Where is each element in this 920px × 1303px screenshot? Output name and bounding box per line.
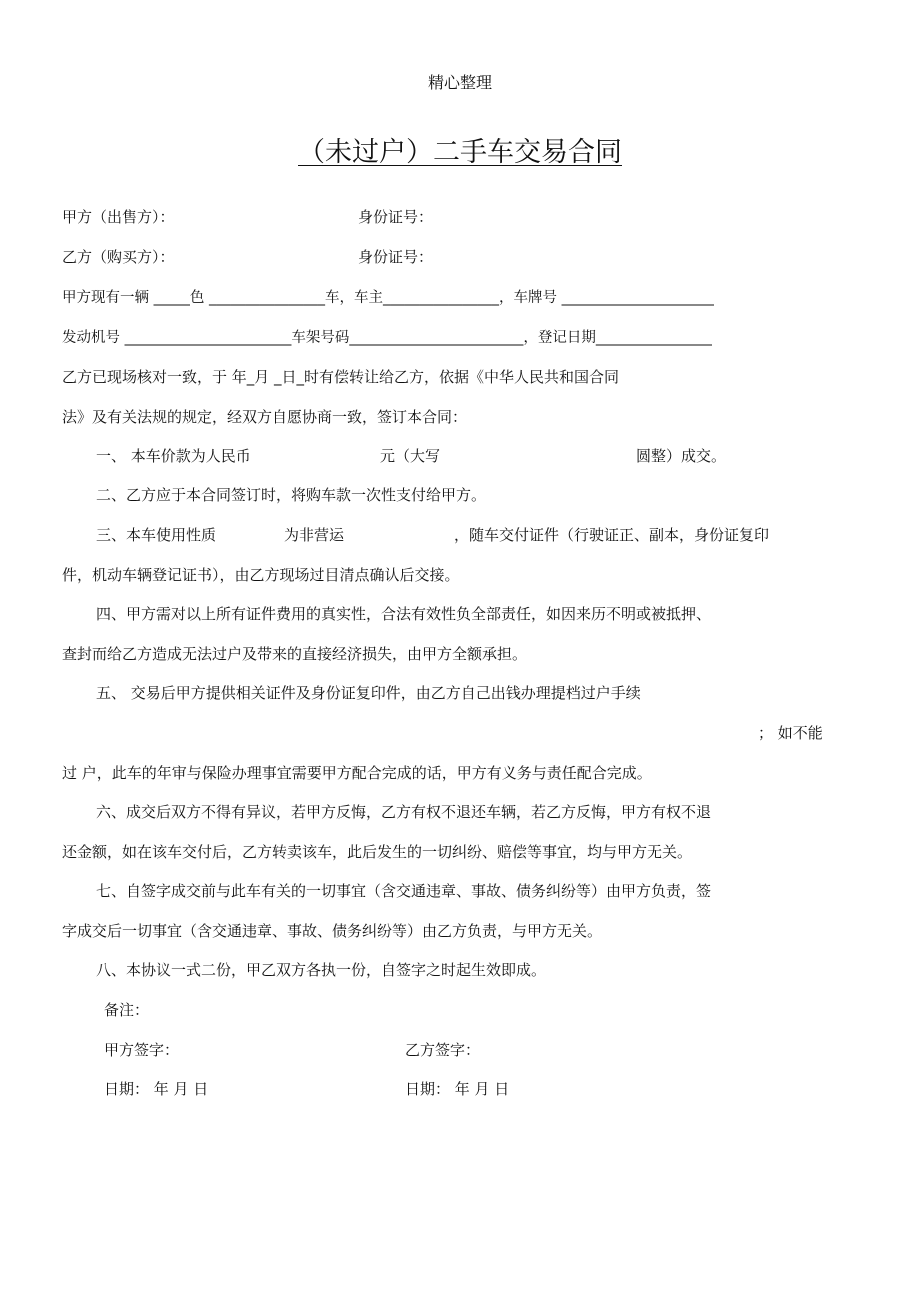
clause-6: 六、成交后双方不得有异议，若甲方反悔，乙方有权不退还车辆，若乙方反悔，甲方有权不退 [96,803,712,821]
clause-1-price: 一、 本车价款为人民币 [96,447,251,465]
clause-7: 七、自签字成交前与此车有关的一切事宜（含交通违章、事故、债务纠纷等）由甲方负责，签 [96,882,712,900]
party-a-signature-label: 甲方签字： [104,1041,180,1059]
party-b-signature-label: 乙方签字： [405,1041,481,1059]
clause-3-docs: ，随车交付证件（行驶证正、副本，身份证复印 [454,526,770,544]
vehicle-line-4: 法》及有关法规的规定，经双方自愿协商一致，签订本合同： [62,408,468,426]
party-a-date-label: 日期： 年 月 日 [104,1080,209,1098]
contract-title: （未过户）二手车交易合同 [298,137,622,168]
clause-4-cont: 查封而给乙方造成无法过户及带来的直接经济损失，由甲方全额承担。 [62,645,528,663]
clause-2: 二、乙方应于本合同签订时，将购车款一次性支付给甲方。 [96,486,487,504]
clause-5: 五、 交易后甲方提供相关证件及身份证复印件，由乙方自己出钱办理提档过户手续 [96,684,641,702]
party-a-label: 甲方（出售方）： [62,208,175,226]
clause-7-cont: 字成交后一切事宜（含交通违章、事故、债务纠纷等）由乙方负责，与甲方无关。 [62,922,603,940]
clause-6-cont: 还金额，如在该车交付后，乙方转卖该车，此后发生的一切纠纷、赔偿等事宜，均与甲方无关。 [62,843,693,861]
clause-8: 八、本协议一式二份，甲乙双方各执一份，自签字之时起生效即成。 [96,961,547,979]
remark-label: 备注： [104,1001,150,1019]
clause-5-if-not: ； 如不能 [758,724,823,742]
clause-3-nature: 为非营运 [284,526,345,544]
party-b-label: 乙方（购买方）： [62,248,175,266]
vehicle-line-3: 乙方已现场核对一致，于 年_月 _日_时有偿转让给乙方，依据《中华人民共和国合同 [62,368,620,386]
clause-3-cont: 件，机动车辆登记证书），由乙方现场过目清点确认后交接。 [62,566,460,584]
party-b-date-label: 日期： 年 月 日 [405,1080,510,1098]
clause-1-end: 圆整）成交。 [636,447,727,465]
clause-5-cont: 过 户，此车的年审与保险办理事宜需要甲方配合完成的话，甲方有义务与责任配合完成。 [62,764,652,782]
party-b-id-label: 身份证号： [358,248,434,266]
clause-3-usage: 三、本车使用性质 [96,526,217,544]
party-a-id-label: 身份证号： [358,208,434,226]
clause-4: 四、甲方需对以上所有证件费用的真实性，合法有效性负全部责任，如因来历不明或被抵押、 [96,605,712,623]
vehicle-line-2: 发动机号 _______________________车架号码________________________，登记日期________________ [62,330,712,346]
page-header: 精心整理 [427,73,492,92]
clause-1-capital: 元（大写 [380,447,441,465]
vehicle-line-1: 甲方现有一辆 _____色 ________________车，车主________________，车牌号 _____________________ [62,290,714,306]
